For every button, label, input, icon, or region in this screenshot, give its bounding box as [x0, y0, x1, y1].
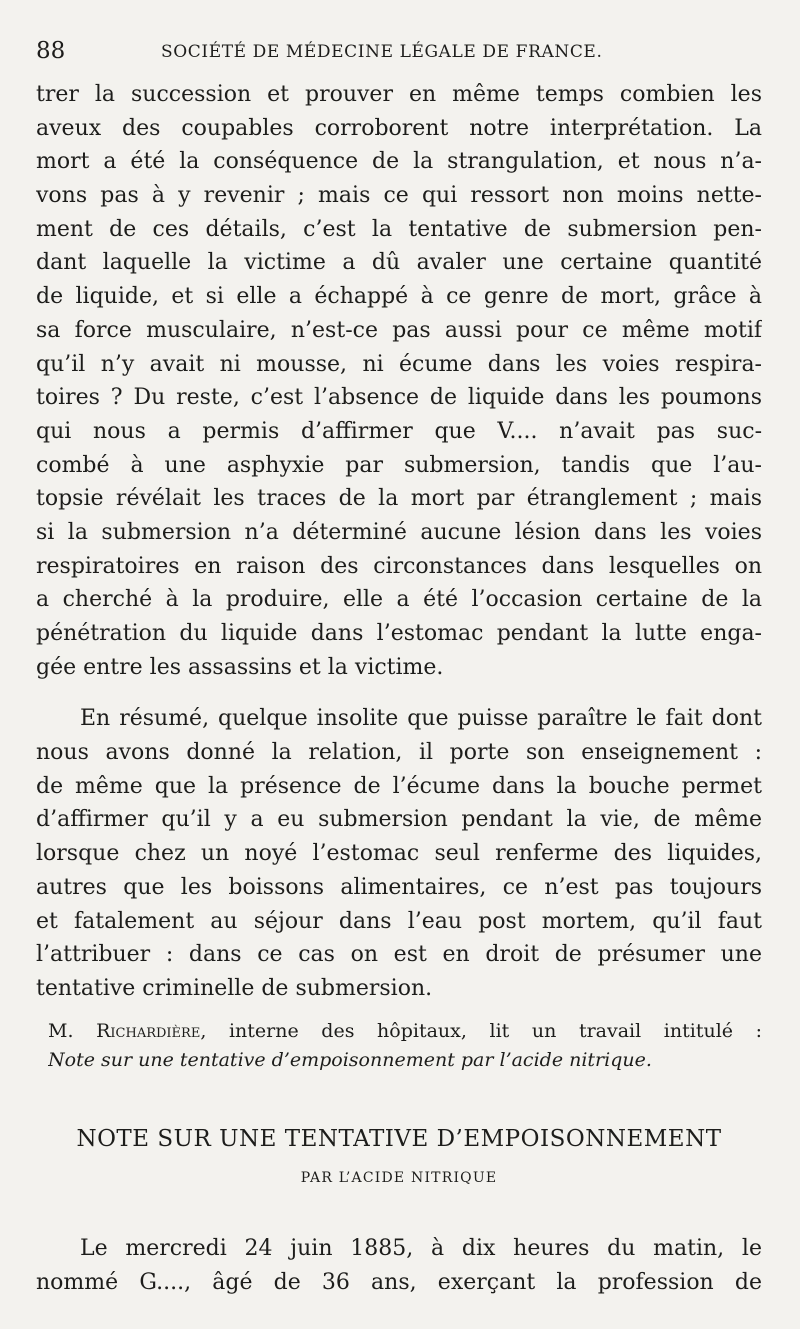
text-line: qui nous a permis d’affirmer que V.... n’avait pas suc-: [36, 418, 762, 444]
text-line: a cherché à la produire, elle a été l’occasion certaine de la: [36, 587, 762, 613]
notice-line: [48, 1017, 762, 1046]
text-line: autres que les boissons alimentaires, ce n’est pas toujours: [36, 874, 762, 900]
closing-paragraph: [36, 1232, 762, 1299]
text-line: topsie révélait les traces de la mort par étranglement ; mais: [36, 486, 762, 512]
text-line: ment de ces détails, c’est la tentative de submersion pen-: [36, 216, 762, 242]
running-head: SOCIÉTÉ DE MÉDECINE LÉGALE DE FRANCE.: [161, 42, 603, 62]
text-line: pénétration du liquide dans l’estomac pendant la lutte enga-: [36, 621, 762, 646]
text-line: trer la succession et prouver en même temps combien les: [36, 82, 762, 107]
text-line: Le mercredi 24 juin 1885, à dix heures du matin, le: [80, 1236, 762, 1261]
text-line: toires ? Du reste, c’est l’absence de liquide dans les poumons: [36, 385, 762, 411]
presentation-notice: [48, 1017, 762, 1075]
author-name: Richardière: [96, 1020, 201, 1042]
text-line: combé à une asphyxie par submersion, tandis que l’au-: [36, 452, 762, 478]
text-line: lorsque chez un noyé l’estomac seul renferme des liquides,: [36, 841, 762, 867]
paragraph-gap: [36, 684, 762, 702]
body-text: [36, 78, 762, 1006]
page-header: [36, 38, 762, 68]
text-line: dant laquelle la victime a dû avaler une certaine quantité: [36, 250, 762, 276]
paper-title-line: Note sur une tentative d’empoisonnement par l’acide nitrique.: [48, 1049, 652, 1071]
text-line: et fatalement au séjour dans l’eau post mortem, qu’il faut: [36, 908, 762, 934]
text-line: aveux des coupables corroborent notre interprétation. La: [36, 115, 762, 141]
notice-prefix: M.: [48, 1020, 97, 1042]
text-line: l’attribuer : dans ce cas on est en droit de présumer une: [36, 942, 762, 968]
page-number: 88: [36, 38, 66, 64]
section-subtitle: PAR L’ACIDE NITRIQUE: [300, 1170, 498, 1186]
section-title: NOTE SUR UNE TENTATIVE D’EMPOISONNEMENT: [76, 1126, 722, 1152]
text-line: nous avons donné la relation, il porte son enseignement :: [36, 740, 762, 766]
text-line: respiratoires en raison des circonstances dans lesquelles on: [36, 553, 762, 579]
text-line: d’affirmer qu’il y a eu submersion pendant la vie, de même: [36, 807, 762, 833]
text-line: gée entre les assassins et la victime.: [36, 654, 444, 680]
text-line: En résumé, quelque insolite que puisse paraître le fait dont: [80, 706, 762, 732]
text-line: tentative criminelle de submersion.: [36, 975, 433, 1001]
text-line: qu’il n’y avait ni mousse, ni écume dans les voies respira-: [36, 351, 762, 377]
text-line: si la submersion n’a déterminé aucune lésion dans les voies: [36, 519, 762, 545]
text-line: sa force musculaire, n’est-ce pas aussi pour ce même motif: [36, 317, 762, 343]
text-line: vons pas à y revenir ; mais ce qui ressort non moins nette-: [36, 183, 762, 209]
text-line: de liquide, et si elle a échappé à ce genre de mort, grâce à: [36, 284, 762, 310]
text-line: nommé G...., âgé de 36 ans, exerçant la profession de: [36, 1269, 762, 1295]
notice-rest: , interne des hôpitaux, lit un travail intitulé :: [200, 1020, 762, 1042]
text-line: de même que la présence de l’écume dans la bouche permet: [36, 773, 762, 799]
text-line: mort a été la conséquence de la strangulation, et nous n’a-: [36, 149, 762, 175]
